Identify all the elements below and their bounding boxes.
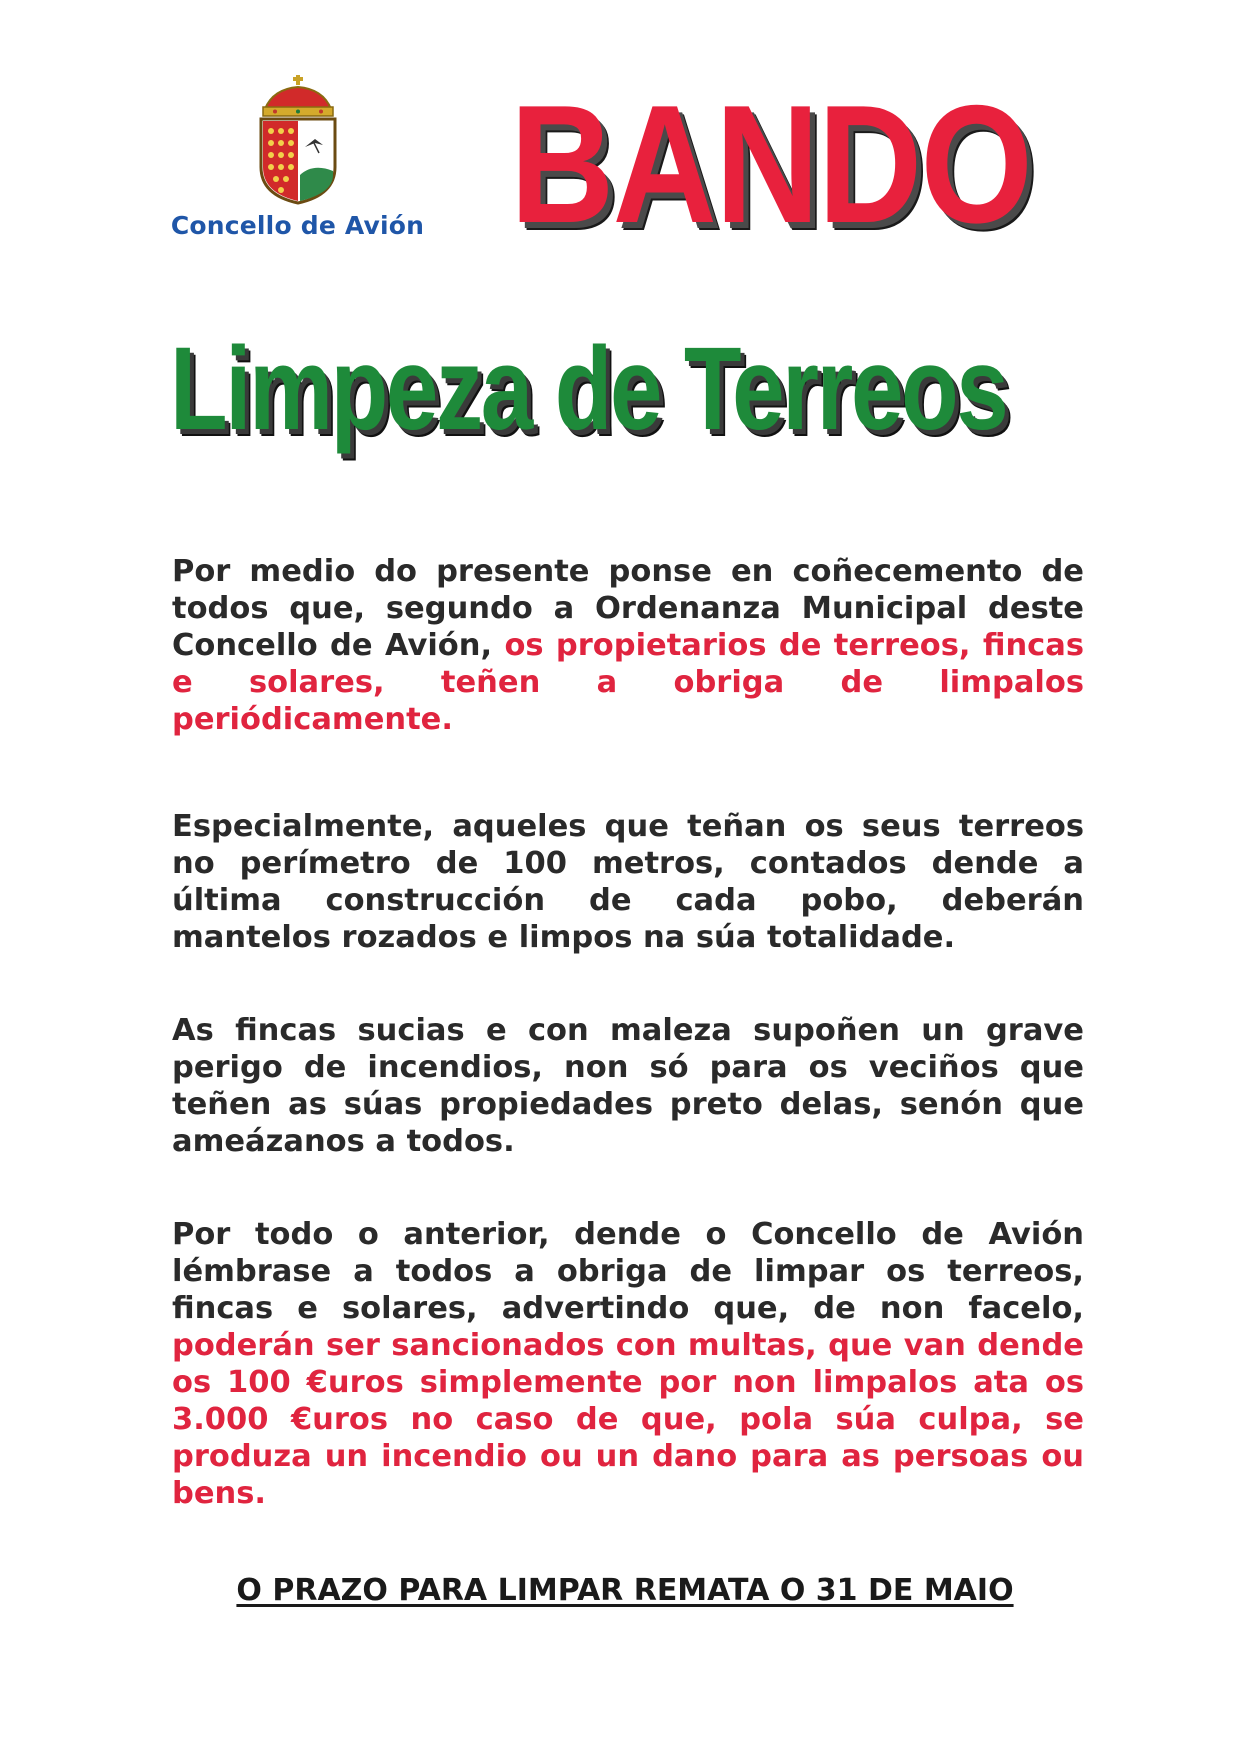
municipality-logo [160,75,435,240]
coat-of-arms-icon [253,75,343,205]
paragraph-perimeter [172,808,1084,956]
paragraph-fire-risk [172,1012,1084,1160]
paragraph-text: Por medio do presente ponse en coñecemento de todos que, segundo a Ordenanza Municipal deste Concello de Avión, [172,554,1084,663]
paragraph-highlight: os propietarios de terreos, fincas e solares, teñen a obriga de limpalos periódicamente. [172,628,1084,737]
paragraph-text: As fincas sucias e con maleza supoñen un grave perigo de incendios, non só para os veciños que teñen as súas propiedades preto delas, senón que ameázanos a todos. [172,1013,1084,1159]
logo-caption: Concello de Avión [170,211,425,240]
bando-heading: BANDO [510,70,1032,258]
paragraph-highlight: poderán ser sancionados con multas, que van dende os 100 €uros simplemente por non limpalos ata os 3.000 €uros no caso de que, pola súa culpa, se produza un incendio ou un dano para as persoas ou bens. [172,1328,1084,1511]
paragraph-ordinance [172,553,1084,738]
deadline-notice: O PRAZO PARA LIMPAR REMATA O 31 DE MAIO [236,1573,1014,1608]
paragraph-text: Especialmente, aqueles que teñan os seus terreos no perímetro de 100 metros, contados dende a última construcción de cada pobo, deberán mantelos rozados e limpos na súa totalidade. [172,809,1084,955]
page-title: Limpeza de Terreos [170,323,1007,455]
paragraph-text: Por todo o anterior, dende o Concello de Avión lémbrase a todos a obriga de limpar os terreos, fincas e solares, advertindo que, de non facelo, [172,1217,1084,1326]
paragraph-sanctions [172,1216,1084,1512]
